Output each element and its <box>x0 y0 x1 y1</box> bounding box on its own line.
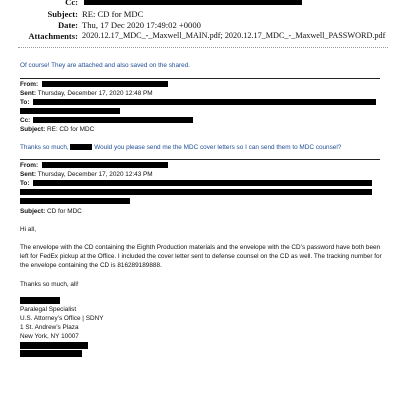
msg1-subject-label: Subject: <box>20 126 46 133</box>
msg2-greeting: Hi all, <box>20 226 36 233</box>
subject-value: RE: CD for MDC <box>82 9 144 19</box>
redaction <box>20 198 130 204</box>
redaction <box>20 189 372 195</box>
msg2-subject-value: CD for MDC <box>47 208 82 215</box>
redaction <box>42 81 168 87</box>
subject-label: Subject: <box>47 9 78 19</box>
redaction <box>33 117 193 123</box>
msg2-sent-label: Sent: <box>20 171 36 178</box>
msg1-body-pre: Thanks so much, <box>20 144 69 151</box>
attachments-label: Attachments: <box>28 31 78 41</box>
msg1-body-post: Would you please send me the MDC cover letters so I can send them to MDC counsel? <box>94 144 342 151</box>
msg2-subject-label: Subject: <box>20 208 46 215</box>
redaction <box>70 144 92 150</box>
msg1-body <box>20 143 341 152</box>
cc-label: Cc: <box>65 0 78 7</box>
attachments-value: 2020.12.17_MDC_-_Maxwell_MAIN.pdf; 2020.12.17_MDC_-_Maxwell_PASSWORD.pdf <box>82 31 386 40</box>
redaction <box>20 350 82 357</box>
msg2-from-label: From: <box>20 162 39 169</box>
msg1-rule <box>20 78 380 79</box>
msg1-sent-label: Sent: <box>20 90 36 97</box>
date-value: Thu, 17 Dec 2020 17:49:02 +0000 <box>82 20 201 30</box>
redaction <box>20 342 88 349</box>
msg1-from-label: From: <box>20 81 39 88</box>
header-divider <box>18 47 388 48</box>
sig-address-1: 1 St. Andrew’s Plaza <box>20 324 79 331</box>
sig-title: Paralegal Specialist <box>20 306 77 313</box>
msg2-thanks: Thanks so much, all! <box>20 281 79 288</box>
msg1-cc-label: Cc: <box>20 117 31 124</box>
date-label: Date: <box>57 20 78 30</box>
redaction <box>20 108 120 114</box>
msg2-body: The envelope with the CD containing the Eighth Production materials and the envelope with the CD’s password have both been left for FedEx pickup at the Office. I included the cover letter sent to defense counsel on the CD as well. The tracking number for the envelope containing the CD is 816289189888. <box>20 244 382 269</box>
redaction <box>33 99 376 105</box>
msg1-to-label: To: <box>20 99 30 106</box>
redaction <box>42 162 168 168</box>
redaction <box>20 297 60 304</box>
redaction <box>33 180 372 186</box>
msg2-sent-value: Thursday, December 17, 2020 12:43 PM <box>37 171 153 178</box>
sig-office: U.S. Attorney’s Office | SDNY <box>20 315 104 322</box>
reply-text: Of course! They are attached and also saved on the shared. <box>20 62 191 69</box>
msg1-subject-value: RE: CD for MDC <box>47 126 95 133</box>
msg2-to-label: To: <box>20 180 30 187</box>
redaction <box>84 0 302 5</box>
msg2-rule <box>20 159 380 160</box>
sig-address-2: New York, NY 10007 <box>20 333 79 340</box>
msg1-sent-value: Thursday, December 17, 2020 12:48 PM <box>37 90 153 97</box>
